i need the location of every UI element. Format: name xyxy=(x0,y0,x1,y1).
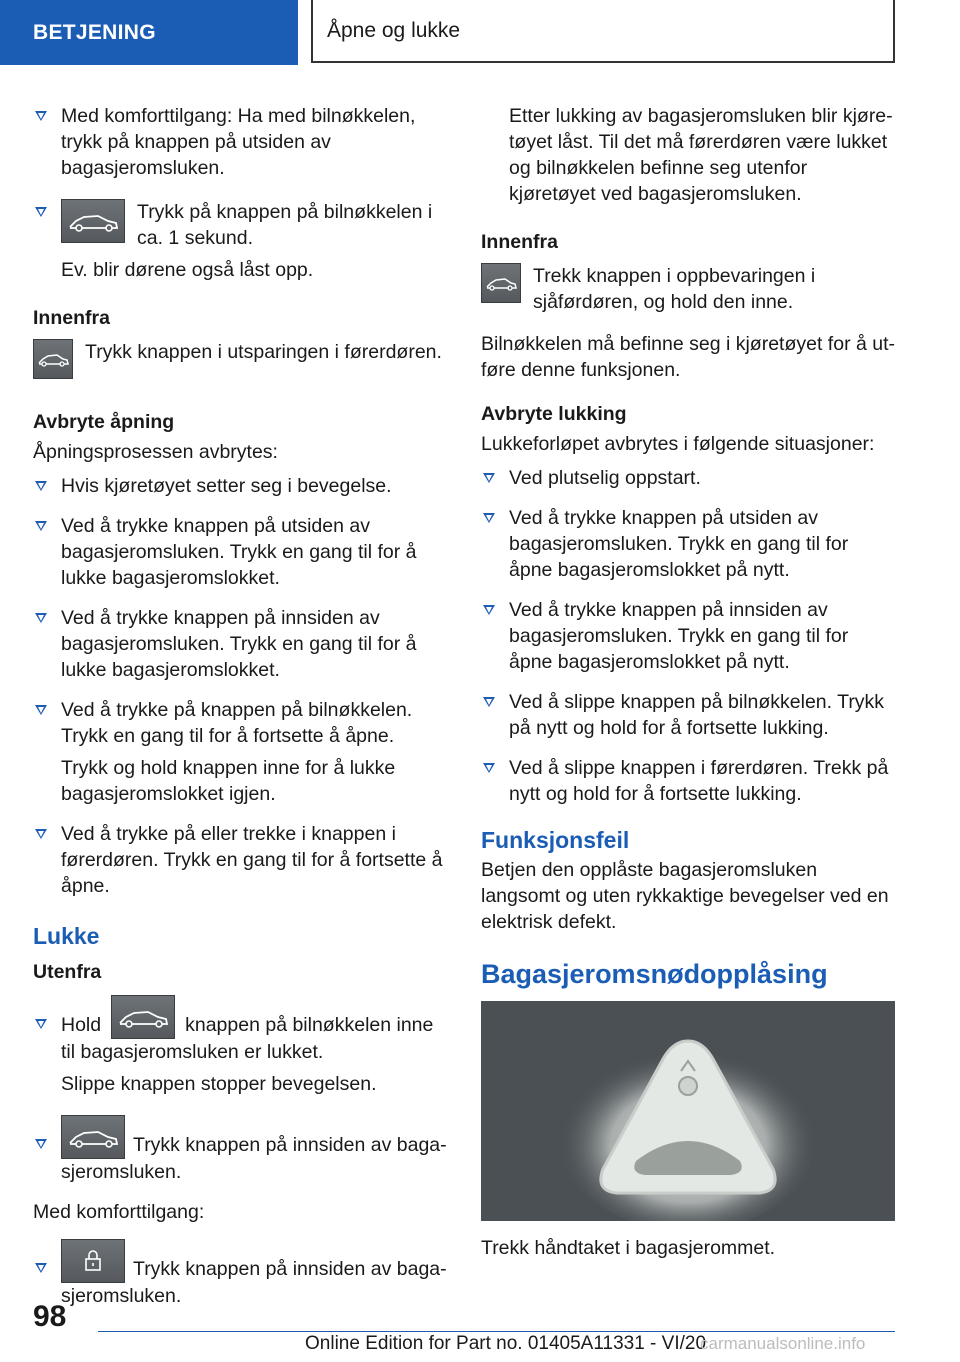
section-heading: Bagasjeromsnødopplåsing xyxy=(481,959,828,989)
text-fragment: Trykk knappen på innsiden av bagasjeromsluken. xyxy=(61,1134,447,1183)
bullet-triangle-icon xyxy=(35,1019,47,1029)
subheading: Avbryte åpning xyxy=(33,411,175,433)
bullet-triangle-icon xyxy=(483,605,495,615)
list-item xyxy=(33,995,448,1097)
item-text xyxy=(61,1115,448,1185)
list-item xyxy=(33,473,448,499)
list-item xyxy=(33,605,448,683)
subheading: Innenfra xyxy=(33,307,110,329)
item-text xyxy=(61,1239,448,1309)
text-fragment: knappen på bilnøkkelen inne til bagasjeromsluken er lukket. xyxy=(61,1014,434,1063)
edition-text: Online Edition for Part no. 01405A11331 - VI/20 xyxy=(305,1333,707,1354)
text-fragment: Hold xyxy=(61,1014,102,1036)
list-item xyxy=(481,505,896,583)
photo-caption: Trekk håndtaket i bagasjerommet. xyxy=(481,1237,776,1259)
list-item xyxy=(481,689,896,741)
item-text: Ved å trykke knappen på utsiden av bagasjeromsluken. Trykk en gang til for å lukke bagasjeromslokket. xyxy=(61,515,417,589)
bullet-triangle-icon xyxy=(35,111,47,121)
watermark: carmanualsonline.info xyxy=(700,1334,866,1353)
paragraph: Bilnøkkelen må befinne seg i kjøretøyet for å utføre denne funksjonen. xyxy=(481,333,896,381)
item-text: Trykk knappen i utsparingen i førerdøren. xyxy=(85,341,442,363)
lock-icon xyxy=(61,1239,125,1283)
item-text: Trekk knappen i oppbevaringen i sjåførdøren, og hold den inne. xyxy=(533,265,816,313)
car-trunk-icon xyxy=(111,995,175,1039)
list-item xyxy=(481,597,896,675)
bullet-triangle-icon xyxy=(35,481,47,491)
car-trunk-icon xyxy=(61,1115,125,1159)
text-fragment: Trykk knappen på innsiden av bagasjeromsluken. xyxy=(61,1258,447,1307)
item-text xyxy=(61,995,448,1065)
item-subtext: Slippe knappen stopper bevegelsen. xyxy=(61,1073,377,1095)
bullet-triangle-icon xyxy=(35,207,47,217)
bullet-triangle-icon xyxy=(35,613,47,623)
list-item xyxy=(33,513,448,591)
car-trunk-icon xyxy=(33,339,73,379)
item-text: Ved å trykke knappen på innsiden av bagasjeromsluken. Trykk en gang til for å lukke bagasjeromslokket. xyxy=(61,607,417,681)
list-item xyxy=(33,821,448,899)
bullet-triangle-icon xyxy=(483,473,495,483)
left-column xyxy=(33,103,448,1323)
section-heading: Funksjonsfeil xyxy=(481,827,630,853)
item-text: Ved å trykke på knappen på bilnøkkelen. Trykk en gang til for å fortsette å åpne. xyxy=(61,699,413,747)
bullet-triangle-icon xyxy=(35,705,47,715)
page-title: Åpne og lukke xyxy=(311,0,895,63)
bullet-triangle-icon xyxy=(35,1139,47,1149)
innenfra-row xyxy=(481,263,896,315)
section-heading: Lukke xyxy=(33,923,100,949)
footer-divider xyxy=(98,1331,895,1332)
paragraph: Betjen den opplåste bagasjeromsluken langsomt og uten rykkaktige bevegelser ved en elektrisk defekt. xyxy=(481,859,889,933)
car-trunk-icon xyxy=(61,199,125,243)
paragraph: Lukkeforløpet avbrytes i følgende situasjoner: xyxy=(481,433,875,455)
item-text: Trykk på knappen på bilnøkkelen i ca. 1 sekund. xyxy=(137,201,433,249)
item-subtext: Trykk og hold knappen inne for å lukke bagasjeromslokket igjen. xyxy=(61,757,396,805)
subheading: Innenfra xyxy=(481,231,558,253)
subheading: Utenfra xyxy=(33,961,102,983)
bullet-triangle-icon xyxy=(35,829,47,839)
item-subtext: Ev. blir dørene også låst opp. xyxy=(61,259,314,281)
list-item xyxy=(33,1115,448,1185)
item-text: Med komforttilgang: Ha med bilnøkkelen, trykk på knappen på utsiden av bagasjeromsluken. xyxy=(61,105,416,179)
list-item xyxy=(481,755,896,807)
item-text: Ved å slippe knappen på bilnøkkelen. Trykk på nytt og hold for å fortsette lukking. xyxy=(509,691,885,739)
bullet-triangle-icon xyxy=(483,763,495,773)
car-trunk-icon xyxy=(481,263,521,303)
bullet-triangle-icon xyxy=(35,521,47,531)
paragraph: Åpningsprosessen avbrytes: xyxy=(33,441,278,463)
bullet-triangle-icon xyxy=(483,513,495,523)
item-text: Ved å trykke knappen på innsiden av bagasjeromsluken. Trykk en gang til for åpne bagasjeromslokket på nytt. xyxy=(509,599,849,673)
list-item xyxy=(481,465,896,491)
list-item xyxy=(33,1239,448,1309)
item-text: Ved plutselig oppstart. xyxy=(509,467,701,489)
page-number: 98 xyxy=(33,1300,67,1333)
item-text: Ved å slippe knappen i førerdøren. Trekk på nytt og hold for å fortsette lukking. xyxy=(509,757,889,805)
section-tab: BETJENING xyxy=(0,0,298,65)
paragraph: Med komforttilgang: xyxy=(33,1201,205,1223)
item-text: Ved å trykke på eller trekke i knappen i førerdøren. Trykk en gang til for å fortsette å åpne. xyxy=(61,823,443,897)
list-item xyxy=(33,103,448,181)
paragraph: Etter lukking av bagasjeromsluken blir kjøretøyet låst. Til det må førerdøren være lukket og bilnøkkelen befinne seg utenfor kjøretøyet ved bagasjeromsluken. xyxy=(509,105,893,205)
bullet-triangle-icon xyxy=(35,1263,47,1273)
bullet-triangle-icon xyxy=(483,697,495,707)
item-text: Hvis kjøretøyet setter seg i bevegelse. xyxy=(61,475,392,497)
item-text: Ved å trykke knappen på utsiden av bagasjeromsluken. Trykk en gang til for åpne bagasjeromslokket på nytt. xyxy=(509,507,849,581)
subheading: Avbryte lukking xyxy=(481,403,627,425)
trunk-handle-photo xyxy=(481,1001,895,1221)
list-item xyxy=(33,697,448,807)
right-column xyxy=(481,103,896,1261)
list-item xyxy=(33,199,448,283)
innenfra-row xyxy=(33,339,448,379)
